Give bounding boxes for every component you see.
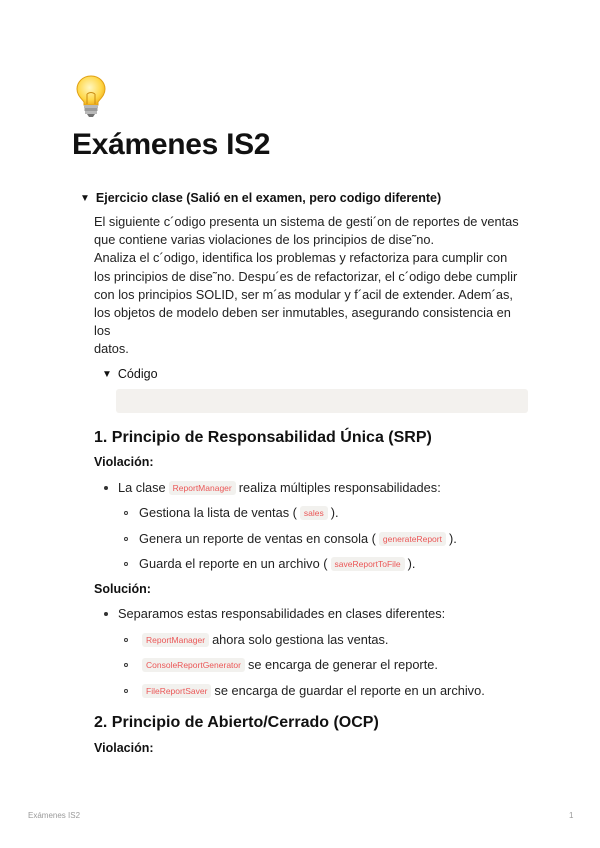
violation-label: Violación: xyxy=(94,455,154,469)
circle-bullet-icon xyxy=(124,537,128,541)
description-line: los objetos de modelo deben ser inmutables, asegurando consistencia en xyxy=(94,305,511,321)
toggle-label: Ejercicio clase (Salió en el examen, pero codigo diferente) xyxy=(95,191,442,205)
circle-bullet-icon xyxy=(124,663,128,667)
inline-code: ReportManager xyxy=(142,633,209,647)
page-title: Exámenes IS2 xyxy=(72,128,271,161)
section-heading-ocp: 2. Principio de Abierto/Cerrado (OCP) xyxy=(94,714,379,731)
light-bulb-icon xyxy=(74,74,108,118)
toggle-arrow-icon[interactable]: ▼ xyxy=(80,192,90,204)
inline-code: FileReportSaver xyxy=(142,684,211,698)
inline-code: ConsoleReportGenerator xyxy=(142,658,245,672)
description-line: los xyxy=(94,323,111,339)
bullet-icon xyxy=(104,486,108,490)
code-block[interactable] xyxy=(116,389,528,413)
solution-label: Solución: xyxy=(94,582,151,596)
inline-code: ReportManager xyxy=(169,481,236,495)
section-heading-srp: 1. Principio de Responsabilidad Única (SRP) xyxy=(94,429,432,446)
description-line: que contiene varias violaciones de los principios de dise˜no. xyxy=(94,232,435,248)
list-item: ReportManager ahora solo gestiona las ventas. xyxy=(124,632,389,647)
circle-bullet-icon xyxy=(124,689,128,693)
inline-code: sales xyxy=(300,506,328,520)
circle-bullet-icon xyxy=(124,511,128,515)
description-line: datos. xyxy=(94,341,129,357)
violation-label: Violación: xyxy=(94,741,154,755)
description-line: El siguiente c´odigo presenta un sistema de gesti´on de reportes de ventas xyxy=(94,214,519,229)
toggle-ejercicio-clase[interactable] xyxy=(80,191,441,205)
footer-title: Exámenes IS2 xyxy=(28,811,81,820)
circle-bullet-icon xyxy=(124,638,128,642)
list-item: Genera un reporte de ventas en consola ( generateReport ). xyxy=(124,531,457,546)
list-item: ConsoleReportGenerator se encarga de generar el reporte. xyxy=(124,657,438,672)
toggle-codigo[interactable] xyxy=(102,367,158,381)
inline-code: generateReport xyxy=(379,532,446,546)
inline-code: saveReportToFile xyxy=(331,557,405,571)
list-item: Guarda el reporte en un archivo ( saveReportToFile ). xyxy=(124,556,415,571)
description-line: con los principios SOLID, ser m´as modular y f´acil de extender. Adem´as, xyxy=(94,286,513,302)
toggle-label: Código xyxy=(117,367,158,381)
circle-bullet-icon xyxy=(124,562,128,566)
description-line: Analiza el c´odigo, identifica los problemas y refactoriza para cumplir con xyxy=(94,250,508,266)
list-item: Separamos estas responsabilidades en clases diferentes: xyxy=(104,606,445,621)
description-line: los principios de dise˜no. Despu´es de refactorizar, el c´odigo debe cumplir xyxy=(94,268,518,284)
footer-page-number: 1 xyxy=(569,811,574,820)
toggle-arrow-icon[interactable]: ▼ xyxy=(102,368,112,380)
list-item: Gestiona la lista de ventas ( sales ). xyxy=(124,505,339,520)
exercise-description xyxy=(94,213,526,359)
list-item: FileReportSaver se encarga de guardar el reporte en un archivo. xyxy=(124,683,485,698)
list-item: La clase ReportManager realiza múltiples responsabilidades: xyxy=(104,480,441,495)
bullet-icon xyxy=(104,612,108,616)
